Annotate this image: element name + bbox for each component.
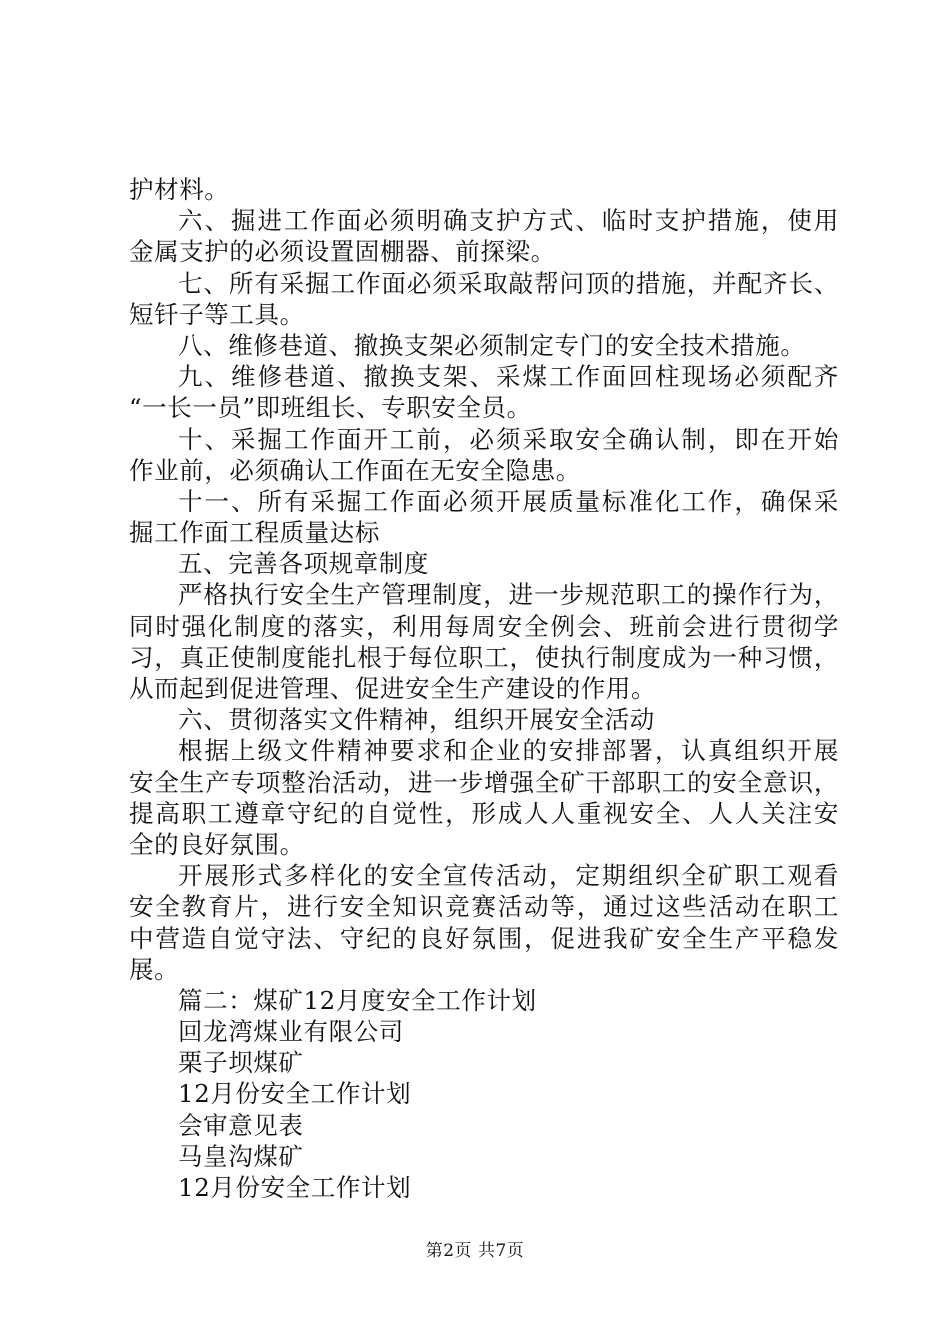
text-line: 安全生产专项整治活动，进一步增强全矿干部职工的安全意识，	[129, 767, 839, 797]
text-line: 12月份安全工作计划	[178, 1173, 412, 1202]
text-line: “一长一员”即班组长、专职安全员。	[129, 393, 532, 423]
text-line: 提高职工遵章守纪的自觉性，形成人人重视安全、人人关注安	[129, 798, 839, 828]
page-footer: 第2页 共7页	[425, 1241, 525, 1261]
text-line: 七、所有采掘工作面必须采取敲帮问顶的措施，并配齐长、	[178, 268, 839, 298]
text-line: 八、维修巷道、撤换支架必须制定专门的安全技术措施。	[178, 330, 806, 360]
text-line: 全的良好氛围。	[129, 829, 305, 859]
text-line: 十一、所有采掘工作面必须开展质量标准化工作，确保采	[178, 486, 839, 516]
text-line: 12月份安全工作计划	[178, 1079, 412, 1109]
text-line: 展。	[129, 954, 180, 984]
text-line: 作业前，必须确认工作面在无安全隐患。	[129, 455, 581, 485]
text-line: 护材料。	[129, 175, 230, 204]
text-line: 短钎子等工具。	[129, 299, 305, 329]
text-line: 掘工作面工程质量达标	[129, 518, 380, 548]
text-line: 开展形式多样化的安全宣传活动，定期组织全矿职工观看	[178, 861, 839, 891]
text-line: 安全教育片，进行安全知识竞赛活动等，通过这些活动在职工	[129, 892, 839, 922]
text-line: 栗子坝煤矿	[178, 1048, 304, 1078]
document-body	[129, 174, 839, 1203]
section-heading: 五、完善各项规章制度	[178, 549, 429, 579]
text-line: 会审意见表	[178, 1110, 304, 1140]
section-heading: 篇二：煤矿12月度安全工作计划	[178, 985, 537, 1015]
text-line: 金属支护的必须设置固棚器、前探梁。	[129, 237, 556, 267]
section-heading: 六、贯彻落实文件精神，组织开展安全活动	[178, 705, 655, 735]
text-line: 根据上级文件精神要求和企业的安排部署，认真组织开展	[178, 736, 839, 766]
text-line: 马皇沟煤矿	[178, 1141, 304, 1171]
text-line: 习，真正使制度能扎根于每位职工，使执行制度成为一种习惯，	[129, 642, 839, 672]
text-line: 严格执行安全生产管理制度，进一步规范职工的操作行为，	[178, 580, 839, 610]
text-line: 从而起到促进管理、促进安全生产建设的作用。	[129, 674, 657, 703]
text-line: 十、采掘工作面开工前，必须采取安全确认制，即在开始	[178, 424, 839, 454]
text-line: 九、维修巷道、撤换支架、采煤工作面回柱现场必须配齐	[178, 362, 839, 392]
text-line: 回龙湾煤业有限公司	[178, 1017, 404, 1047]
text-line: 同时强化制度的落实，利用每周安全例会、班前会进行贯彻学	[129, 611, 839, 641]
text-line: 中营造自觉守法、守纪的良好氛围，促进我矿安全生产平稳发	[129, 923, 839, 953]
text-line: 六、掘进工作面必须明确支护方式、临时支护措施，使用	[178, 206, 839, 236]
